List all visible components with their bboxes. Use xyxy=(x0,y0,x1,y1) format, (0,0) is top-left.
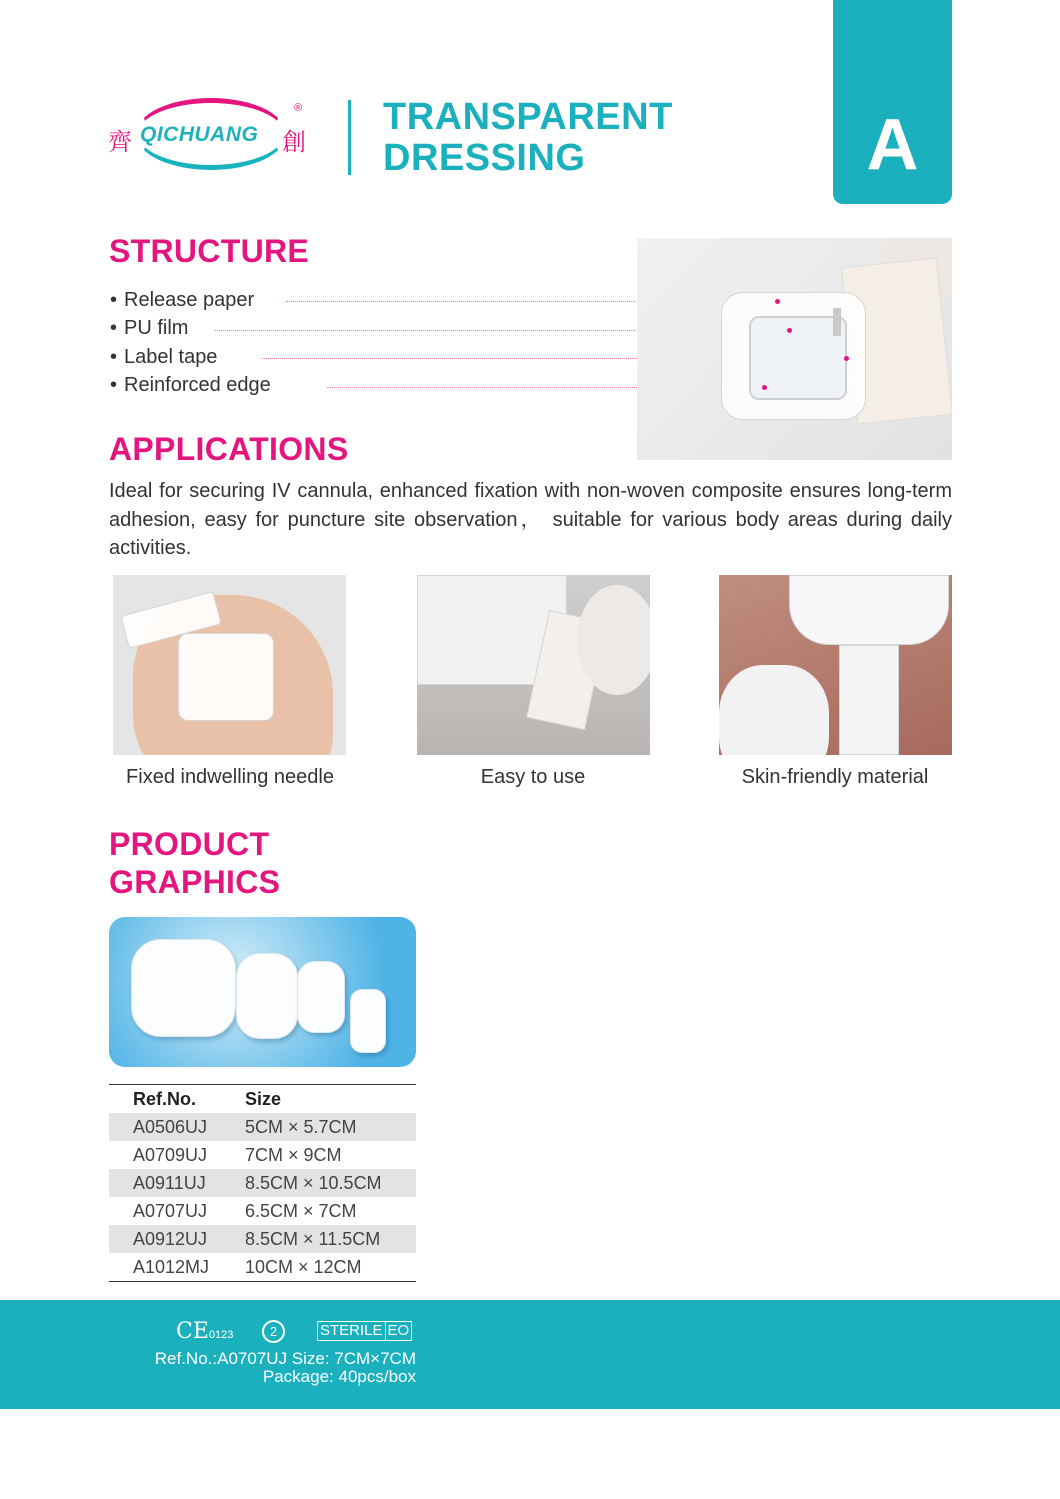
dressing-medium-shape xyxy=(236,953,298,1039)
cell-size: 7CM × 9CM xyxy=(245,1145,342,1165)
col-ref-no: Ref.No. xyxy=(133,1089,196,1109)
caption-easy-to-use: Easy to use xyxy=(480,766,586,788)
category-letter-tab: A xyxy=(833,0,952,204)
title-line-1: TRANSPARENT xyxy=(383,96,673,138)
cell-ref: A1012MJ xyxy=(133,1257,210,1277)
label-tape-shape xyxy=(833,308,841,336)
logo-wordmark: QICHUANG xyxy=(140,123,259,146)
logo-cn-left: 齊 xyxy=(108,128,132,156)
applications-heading: APPLICATIONS xyxy=(109,431,349,467)
structure-item-reinforced-edge: • Reinforced edge xyxy=(110,374,271,396)
table-row xyxy=(109,1197,416,1225)
dressing-large-shape xyxy=(131,939,236,1037)
glove-shape xyxy=(577,585,650,695)
registered-mark: ® xyxy=(294,102,303,114)
dressing-structure-photo xyxy=(637,238,952,460)
cell-size: 5CM × 5.7CM xyxy=(245,1117,357,1137)
structure-heading: STRUCTURE xyxy=(109,233,310,269)
cell-ref: A0506UJ xyxy=(133,1117,208,1137)
dressing-small-shape xyxy=(297,961,345,1033)
glove-shape xyxy=(719,665,829,755)
product-graphics-heading xyxy=(109,825,280,901)
cell-size: 10CM × 12CM xyxy=(245,1257,362,1277)
photo-skin-friendly-material xyxy=(719,575,952,755)
do-not-reuse-icon: 2 xyxy=(262,1320,285,1343)
dressing-shape xyxy=(178,633,274,721)
cell-ref: A0911UJ xyxy=(133,1173,206,1193)
footer-ref-size: Ref.No.:A0707UJ Size: 7CM×7CM xyxy=(154,1349,416,1368)
leader-dot-label-tape xyxy=(844,356,849,361)
structure-item-release-paper: • Release paper xyxy=(110,289,255,311)
photo-fixed-indwelling-needle xyxy=(113,575,346,755)
cell-size: 8.5CM × 10.5CM xyxy=(245,1173,382,1193)
table-row xyxy=(109,1225,416,1253)
cell-ref: A0912UJ xyxy=(133,1229,208,1249)
table-row xyxy=(109,1141,416,1169)
col-size: Size xyxy=(245,1089,282,1109)
applications-description: Ideal for securing IV cannula, enhanced fixation with non-woven composite ensures long-term adhesion, easy for puncture site observation， suitable for various body areas during daily activities. xyxy=(109,480,952,559)
qichuang-logo xyxy=(108,96,313,178)
cell-size: 6.5CM × 7CM xyxy=(245,1201,357,1221)
table-row xyxy=(109,1253,416,1281)
sterile-eo-badge: STERILE EO xyxy=(317,1321,412,1341)
cell-ref: A0707UJ xyxy=(133,1201,208,1221)
cell-size: 8.5CM × 11.5CM xyxy=(245,1229,381,1249)
dressing-shape xyxy=(789,575,949,645)
leader-dot-pu-film xyxy=(787,328,792,333)
caption-skin-friendly-material: Skin-friendly material xyxy=(741,766,929,788)
leader-dot-reinforced-edge xyxy=(762,385,767,390)
ce-mark-icon: CE0123 xyxy=(176,1319,234,1344)
dressing-mini-shape xyxy=(350,989,386,1053)
photo-easy-to-use xyxy=(417,575,650,755)
logo-cn-right: 創 xyxy=(282,128,306,156)
product-graphics-line-2: GRAPHICS xyxy=(109,864,281,900)
footer-package: Package: 40pcs/box xyxy=(262,1367,416,1386)
structure-item-pu-film: • PU film xyxy=(110,317,189,339)
header-divider xyxy=(348,100,351,175)
cell-ref: A0709UJ xyxy=(133,1145,208,1165)
table-row xyxy=(109,1169,416,1197)
product-graphics-line-1: PRODUCT xyxy=(109,826,270,862)
table-header-row xyxy=(109,1085,416,1113)
title-line-2: DRESSING xyxy=(383,137,586,179)
size-table xyxy=(109,1084,416,1282)
dressing-tail-shape xyxy=(839,645,899,755)
structure-item-label-tape: • Label tape xyxy=(110,346,218,368)
page-title xyxy=(383,97,673,179)
caption-fixed-indwelling-needle: Fixed indwelling needle xyxy=(126,766,334,788)
product-sizes-image xyxy=(109,917,416,1067)
leader-dot-release-paper xyxy=(775,299,780,304)
table-row xyxy=(109,1113,416,1141)
